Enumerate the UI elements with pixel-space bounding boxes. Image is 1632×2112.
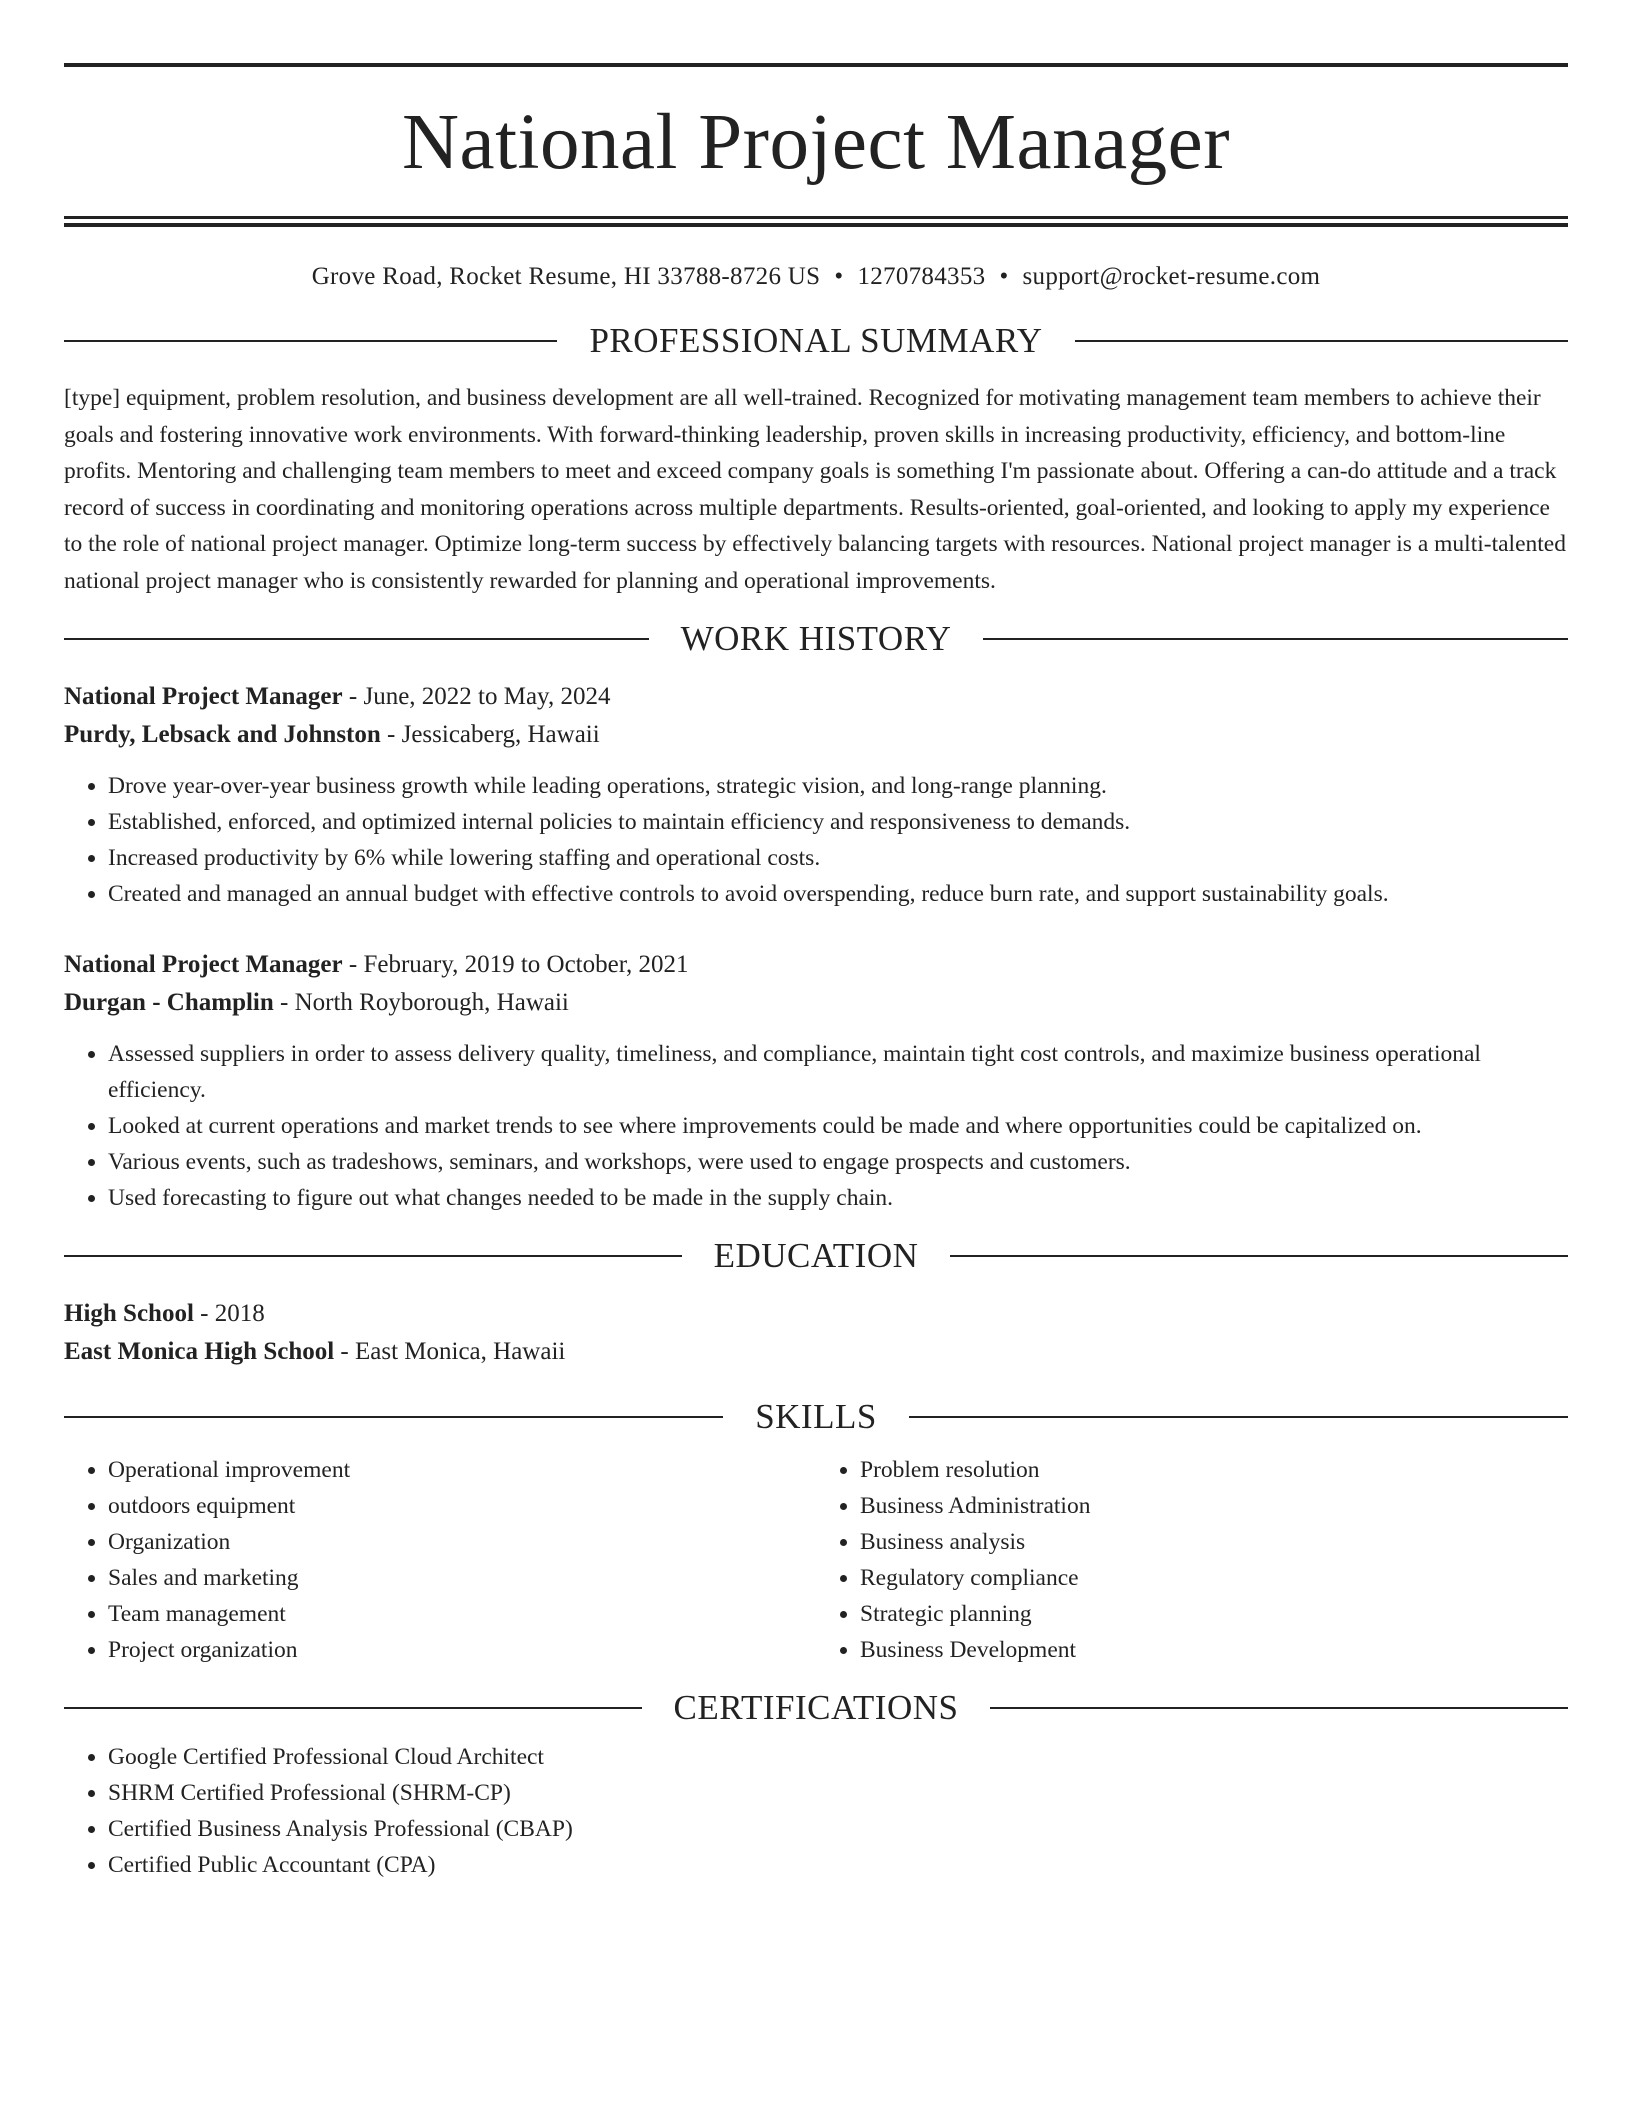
list-item: • Created and managed an annual budget with effective controls to avoid overspending, reduce burn rate, and support sustainability goals. xyxy=(108,876,1568,912)
title-double-rule xyxy=(64,216,1568,227)
job-company-line xyxy=(64,716,1568,754)
list-item: • Google Certified Professional Cloud Architect xyxy=(108,1739,1568,1775)
divider-line xyxy=(950,1255,1568,1257)
job-bullets xyxy=(64,1036,1568,1216)
divider-line xyxy=(64,340,557,342)
divider-line xyxy=(1075,340,1568,342)
list-item: • Regulatory compliance xyxy=(860,1560,1568,1596)
job-entry xyxy=(64,946,1568,1216)
section-heading-education xyxy=(64,1238,1568,1273)
section-title: WORK HISTORY xyxy=(680,619,952,658)
section-heading-work-history xyxy=(64,621,1568,656)
job-entry xyxy=(64,678,1568,912)
divider-line xyxy=(990,1707,1568,1709)
list-item: • Used forecasting to figure out what changes needed to be made in the supply chain. xyxy=(108,1180,1568,1216)
education-location: - East Monica, Hawaii xyxy=(334,1338,566,1365)
list-item: • Strategic planning xyxy=(860,1596,1568,1632)
section-heading-summary xyxy=(64,323,1568,358)
section-title: PROFESSIONAL SUMMARY xyxy=(589,321,1043,360)
page-title: National Project Manager xyxy=(401,99,1231,186)
job-company: Durgan - Champlin xyxy=(64,989,274,1016)
certifications-list xyxy=(64,1739,1568,1883)
section-title: CERTIFICATIONS xyxy=(673,1688,959,1727)
section-title: EDUCATION xyxy=(713,1236,919,1275)
contact-separator: • xyxy=(834,263,844,290)
job-company: Purdy, Lebsack and Johnston xyxy=(64,721,381,748)
list-item: • Certified Public Accountant (CPA) xyxy=(108,1847,1568,1883)
list-item: • Established, enforced, and optimized internal policies to maintain efficiency and responsiveness to demands. xyxy=(108,804,1568,840)
section-heading-skills xyxy=(64,1399,1568,1434)
skills-list-right xyxy=(816,1452,1568,1668)
skills-columns xyxy=(64,1452,1568,1668)
job-location: - North Royborough, Hawaii xyxy=(273,989,569,1016)
list-item: • Sales and marketing xyxy=(108,1560,816,1596)
divider-line xyxy=(983,638,1568,640)
section-title: SKILLS xyxy=(755,1397,877,1436)
education-entry xyxy=(64,1295,1568,1371)
job-title: National Project Manager xyxy=(64,951,343,978)
contact-phone: 1270784353 xyxy=(857,263,986,290)
job-title-line xyxy=(64,946,1568,984)
list-item: • Assessed suppliers in order to assess delivery quality, timeliness, and compliance, maintain tight cost controls, and maximize business operational efficiency. xyxy=(108,1036,1568,1108)
divider-line xyxy=(64,1416,723,1418)
skills-list-left xyxy=(64,1452,816,1668)
top-rule xyxy=(64,63,1568,67)
list-item: • Team management xyxy=(108,1596,816,1632)
summary-text: [type] equipment, problem resolution, and business development are all well-trained. Recognized for motivating management team members to achieve their goals and fostering innovative work environments. With forward-thinking leadership, proven skills in increasing productivity, efficiency, and bottom-line profits. Mentoring and challenging team members to meet and exceed company goals is something I'm passionate about. Offering a can-do attitude and a track record of success in coordinating and monitoring operations across multiple departments. Results-oriented, goal-oriented, and looking to apply my experience to the role of national project manager. Optimize long-term success by effectively balancing targets with resources. National project manager is a multi-talented national project manager who is consistently rewarded for planning and operational improvements. xyxy=(64,385,1566,594)
job-location: - Jessicaberg, Hawaii xyxy=(380,721,600,748)
contact-separator: • xyxy=(999,263,1009,290)
contact-email: support@rocket-resume.com xyxy=(1022,263,1321,290)
list-item: • Increased productivity by 6% while lowering staffing and operational costs. xyxy=(108,840,1568,876)
list-item: • Problem resolution xyxy=(860,1452,1568,1488)
divider-line xyxy=(909,1416,1568,1418)
education-degree-line xyxy=(64,1295,1568,1333)
job-bullets xyxy=(64,768,1568,912)
list-item: • SHRM Certified Professional (SHRM-CP) xyxy=(108,1775,1568,1811)
list-item: • Organization xyxy=(108,1524,816,1560)
list-item: • Various events, such as tradeshows, seminars, and workshops, were used to engage prospects and customers. xyxy=(108,1144,1568,1180)
list-item: • Certified Business Analysis Professional (CBAP) xyxy=(108,1811,1568,1847)
education-school-line xyxy=(64,1333,1568,1371)
divider-line xyxy=(64,1255,682,1257)
list-item: • Looked at current operations and market trends to see where improvements could be made and where opportunities could be capitalized on. xyxy=(108,1108,1568,1144)
job-title: National Project Manager xyxy=(64,683,343,710)
divider-line xyxy=(64,638,649,640)
section-heading-certifications xyxy=(64,1690,1568,1725)
job-title-line xyxy=(64,678,1568,716)
list-item: • Business Development xyxy=(860,1632,1568,1668)
list-item: • Project organization xyxy=(108,1632,816,1668)
education-degree: High School xyxy=(64,1300,194,1327)
education-school: East Monica High School xyxy=(64,1338,335,1365)
list-item: • Business Administration xyxy=(860,1488,1568,1524)
list-item: • outdoors equipment xyxy=(108,1488,816,1524)
job-company-line xyxy=(64,984,1568,1022)
list-item: • Operational improvement xyxy=(108,1452,816,1488)
education-year: - 2018 xyxy=(193,1300,265,1327)
contact-address: Grove Road, Rocket Resume, HI 33788-8726 US xyxy=(311,263,821,290)
list-item: • Business analysis xyxy=(860,1524,1568,1560)
list-item: • Drove year-over-year business growth while leading operations, strategic vision, and long-range planning. xyxy=(108,768,1568,804)
contact-line xyxy=(64,263,1568,291)
job-dates: - June, 2022 to May, 2024 xyxy=(342,683,611,710)
divider-line xyxy=(64,1707,642,1709)
job-dates: - February, 2019 to October, 2021 xyxy=(342,951,689,978)
